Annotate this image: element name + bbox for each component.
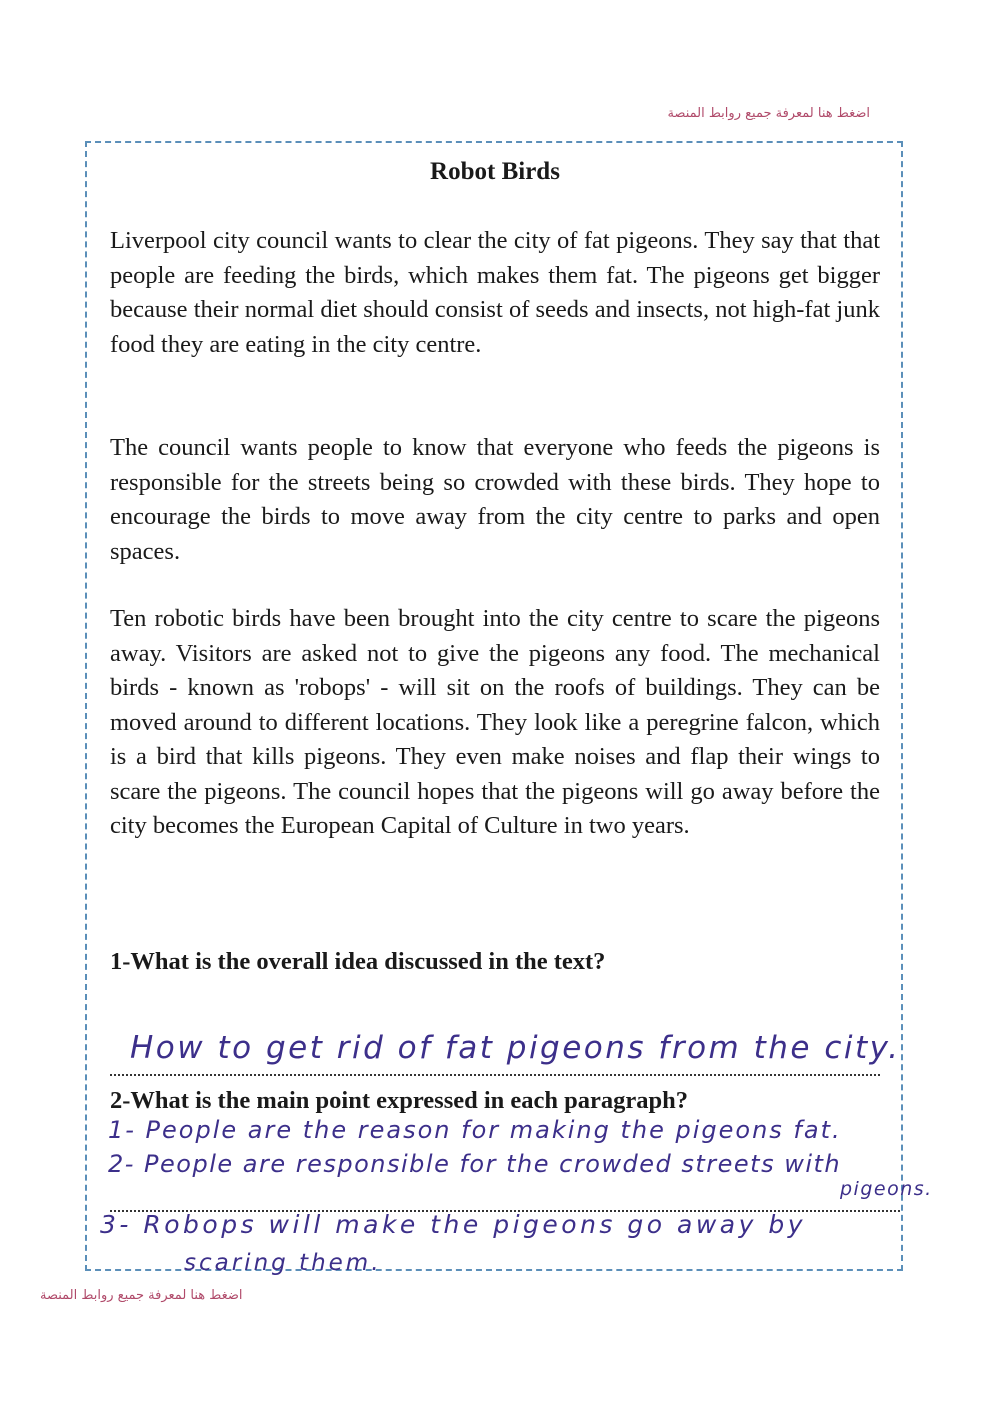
paragraph-3: Ten robotic birds have been brought into the city centre to scare the pigeons away. Visitors are asked not to give the pigeons any food. The mechanical birds - known as 'robops' - will sit on the roofs of buildings. They can be moved around to different locations. They look like a peregrine falcon, which is a bird that kills pigeons. They even make noises and flap their wings to scare the pigeons. The council hopes that the pigeons will go away before the city becomes the European Capital of Culture in two years. [110, 605, 880, 839]
answer-line-1 [110, 1074, 880, 1076]
handwritten-answer-2-line-1: 1- People are the reason for making the pigeons fat. [108, 1116, 842, 1144]
worksheet-title: Robot Birds [430, 158, 560, 185]
paragraph-2: The council wants people to know that everyone who feeds the pigeons is responsible for the streets being so crowded with these birds. They hope to encourage the birds to move away from the city centre to parks and open spaces. [110, 434, 880, 565]
question-2: 2-What is the main point expressed in each paragraph? [110, 1087, 689, 1114]
handwritten-answer-1: How to get rid of fat pigeons from the city. [130, 1030, 901, 1066]
paragraph-1: Liverpool city council wants to clear the city of fat pigeons. They say that that people are feeding the birds, which makes them fat. The pigeons get bigger because their normal diet should consist of seeds and insects, not high-fat junk food they are eating in the city centre. [110, 227, 880, 358]
handwritten-answer-2-line-3-cont: scaring them. [184, 1250, 382, 1276]
handwritten-answer-2-line-2-cont: pigeons. [840, 1178, 933, 1200]
handwritten-answer-2-line-2: 2- People are responsible for the crowded streets with [108, 1150, 842, 1178]
platform-links-bottom[interactable]: اضغط هنا لمعرفة جميع روابط المنصة [40, 1288, 243, 1303]
question-1: 1-What is the overall idea discussed in the text? [110, 948, 606, 975]
handwritten-answer-2-line-3: 3- Robops will make the pigeons go away by [100, 1210, 807, 1239]
platform-links-top[interactable]: اضغط هنا لمعرفة جميع روابط المنصة [667, 106, 870, 121]
